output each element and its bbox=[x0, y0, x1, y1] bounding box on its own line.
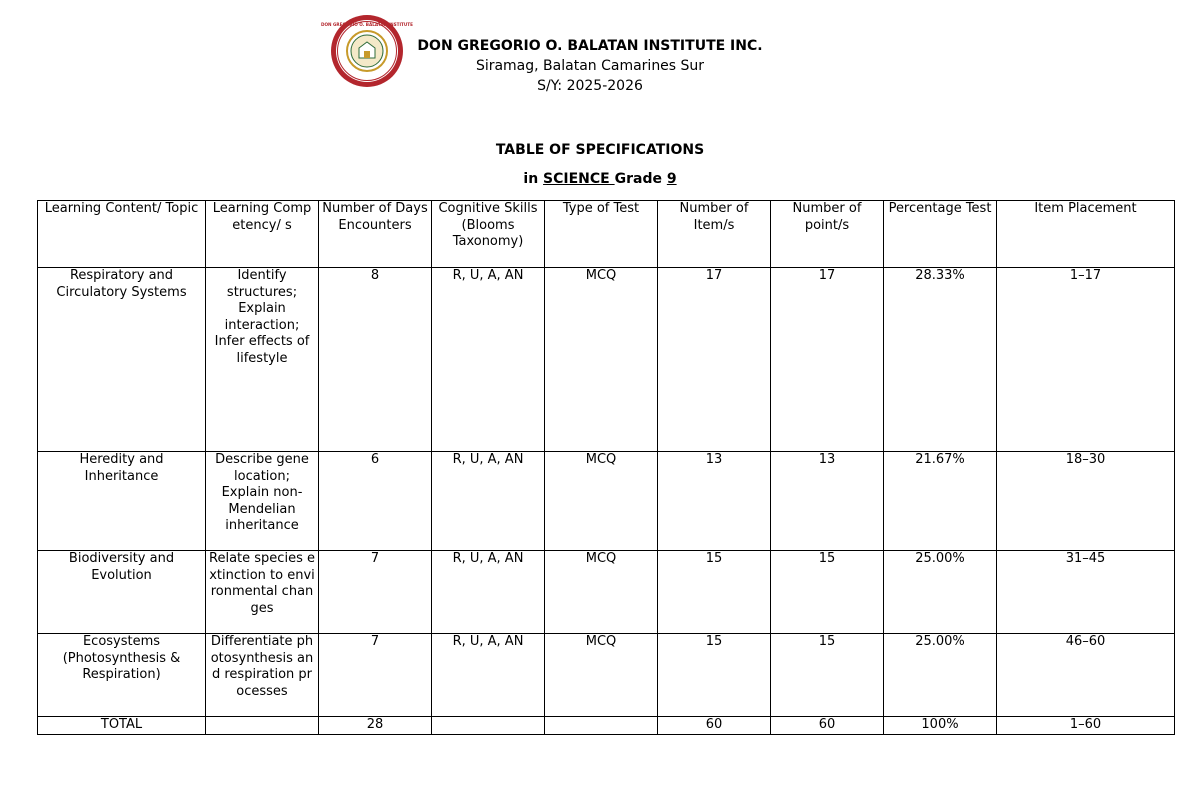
topic-cell: Biodiversity and Evolution bbox=[38, 551, 206, 634]
total-skills-cell bbox=[432, 717, 545, 735]
column-header: Number of point/s bbox=[771, 201, 884, 268]
table-row bbox=[38, 634, 1175, 717]
days-cell: 7 bbox=[319, 634, 432, 717]
column-header: Percentage Test bbox=[884, 201, 997, 268]
column-header: Learning Content/ Topic bbox=[38, 201, 206, 268]
total-row bbox=[38, 717, 1175, 735]
days-cell: 6 bbox=[319, 452, 432, 551]
school-year: S/Y: 2025-2026 bbox=[537, 78, 643, 94]
placement-cell: 46–60 bbox=[997, 634, 1175, 717]
skills-cell: R, U, A, AN bbox=[432, 268, 545, 452]
total-days: 28 bbox=[319, 717, 432, 735]
test-type-cell: MCQ bbox=[545, 268, 658, 452]
table-header-row bbox=[38, 201, 1175, 268]
points-cell: 13 bbox=[771, 452, 884, 551]
logo-lettering: DON GREGORIO O. BALATAN INSTITUTE bbox=[320, 22, 414, 27]
items-cell: 17 bbox=[658, 268, 771, 452]
grade-number: 9 bbox=[666, 171, 677, 187]
column-header: Number of Days Encounters bbox=[319, 201, 432, 268]
total-test-type-cell bbox=[545, 717, 658, 735]
competency-cell: Relate species extinction to environmental changes bbox=[206, 551, 319, 634]
school-name: DON GREGORIO O. BALATAN INSTITUTE INC. bbox=[417, 38, 763, 54]
table-row bbox=[38, 452, 1175, 551]
topic-cell: Ecosystems (Photosynthesis & Respiration) bbox=[38, 634, 206, 717]
total-label: TOTAL bbox=[38, 717, 206, 735]
percentage-cell: 25.00% bbox=[884, 634, 997, 717]
percentage-cell: 25.00% bbox=[884, 551, 997, 634]
days-cell: 7 bbox=[319, 551, 432, 634]
total-competency-cell bbox=[206, 717, 319, 735]
total-items: 60 bbox=[658, 717, 771, 735]
competency-cell: Differentiate photosynthesis and respiration processes bbox=[206, 634, 319, 717]
items-cell: 13 bbox=[658, 452, 771, 551]
skills-cell: R, U, A, AN bbox=[432, 551, 545, 634]
table-row bbox=[38, 268, 1175, 452]
placement-cell: 31–45 bbox=[997, 551, 1175, 634]
items-cell: 15 bbox=[658, 634, 771, 717]
column-header: Item Placement bbox=[997, 201, 1175, 268]
column-header: Cognitive Skills (Blooms Taxonomy) bbox=[432, 201, 545, 268]
placement-cell: 18–30 bbox=[997, 452, 1175, 551]
test-type-cell: MCQ bbox=[545, 551, 658, 634]
subject-name: SCIENCE bbox=[543, 171, 615, 187]
total-placement: 1–60 bbox=[997, 717, 1175, 735]
document-title: TABLE OF SPECIFICATIONS bbox=[495, 142, 705, 158]
days-cell: 8 bbox=[319, 268, 432, 452]
competency-cell: Describe gene location; Explain non-Mendelian inheritance bbox=[206, 452, 319, 551]
skills-cell: R, U, A, AN bbox=[432, 452, 545, 551]
total-percentage: 100% bbox=[884, 717, 997, 735]
items-cell: 15 bbox=[658, 551, 771, 634]
test-type-cell: MCQ bbox=[545, 452, 658, 551]
percentage-cell: 21.67% bbox=[884, 452, 997, 551]
grade-label: Grade bbox=[614, 171, 667, 187]
points-cell: 15 bbox=[771, 634, 884, 717]
test-type-cell: MCQ bbox=[545, 634, 658, 717]
specifications-table bbox=[37, 200, 1175, 735]
points-cell: 15 bbox=[771, 551, 884, 634]
school-address: Siramag, Balatan Camarines Sur bbox=[475, 58, 705, 74]
column-header: Learning Competency/ s bbox=[206, 201, 319, 268]
total-points: 60 bbox=[771, 717, 884, 735]
competency-cell: Identify structures; Explain interaction; Infer effects of lifestyle bbox=[206, 268, 319, 452]
skills-cell: R, U, A, AN bbox=[432, 634, 545, 717]
percentage-cell: 28.33% bbox=[884, 268, 997, 452]
points-cell: 17 bbox=[771, 268, 884, 452]
column-header: Type of Test bbox=[545, 201, 658, 268]
document-subtitle bbox=[0, 171, 1200, 187]
table-row bbox=[38, 551, 1175, 634]
school-header bbox=[390, 36, 790, 96]
placement-cell: 1–17 bbox=[997, 268, 1175, 452]
column-header: Number of Item/s bbox=[658, 201, 771, 268]
topic-cell: Respiratory and Circulatory Systems bbox=[38, 268, 206, 452]
topic-cell: Heredity and Inheritance bbox=[38, 452, 206, 551]
subtitle-prefix: in bbox=[523, 171, 544, 187]
